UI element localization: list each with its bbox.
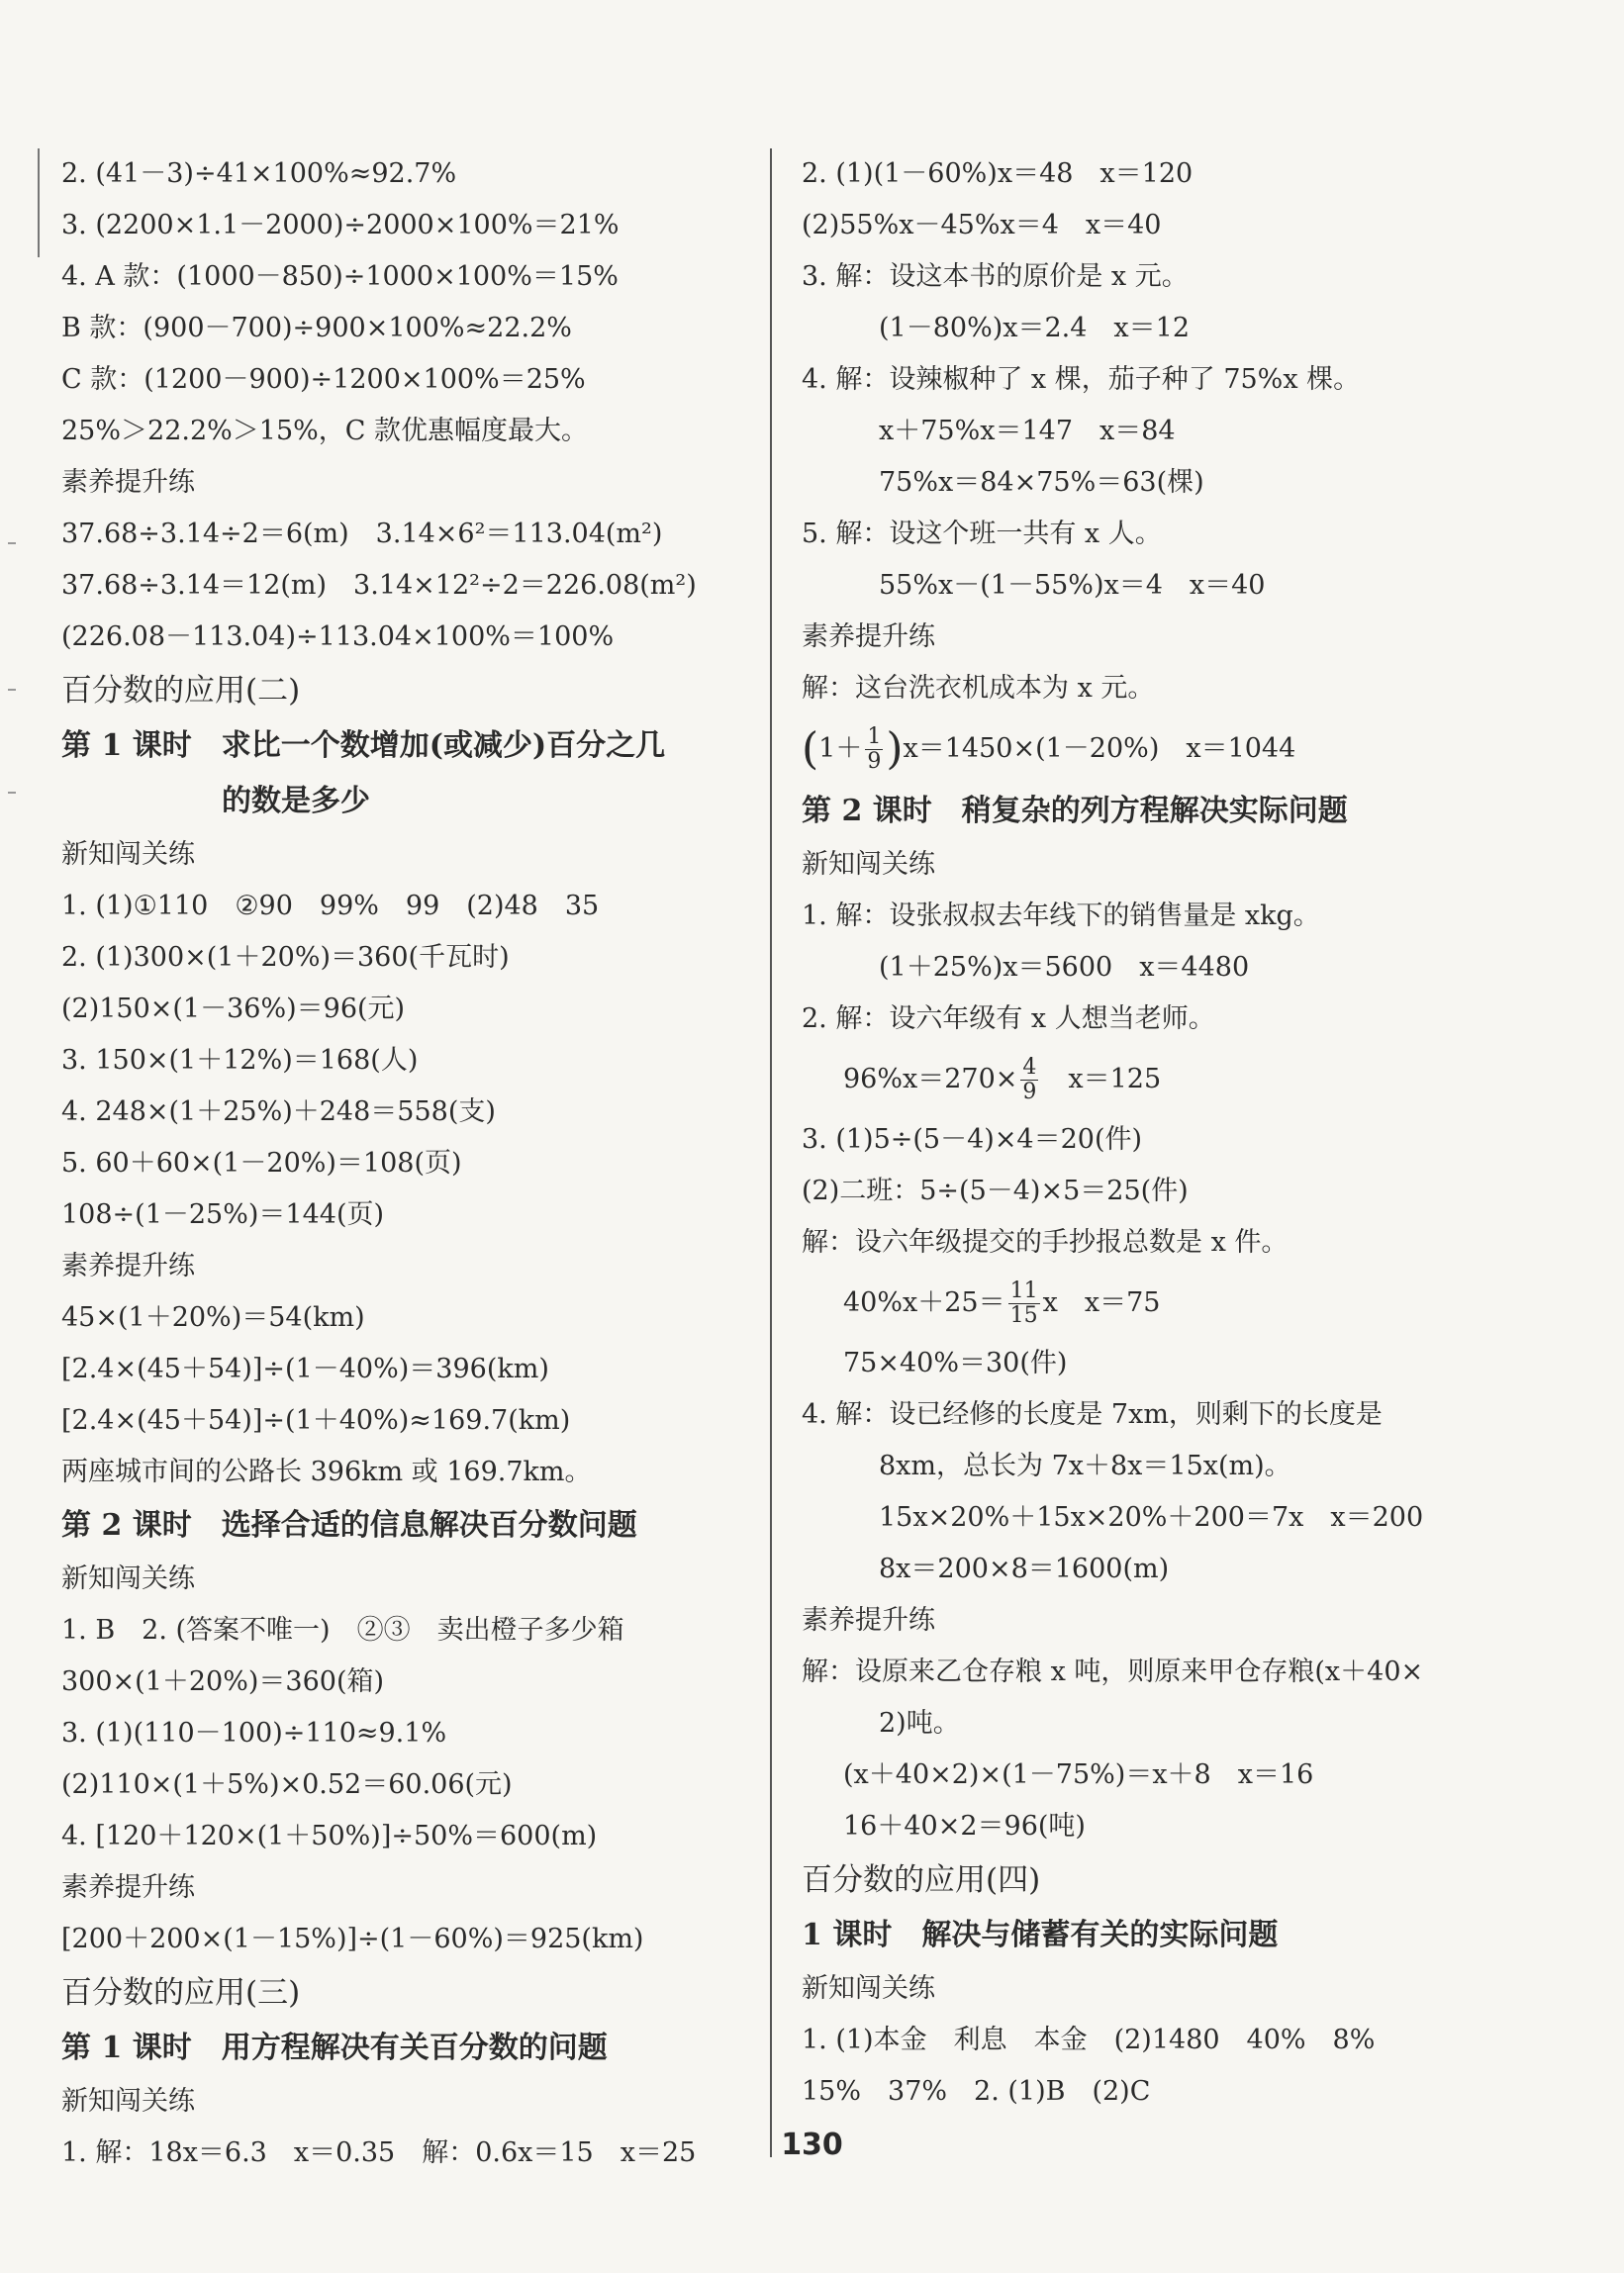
answer-line: 2. (1)(1－60%)x＝48 x＝120: [802, 158, 1194, 189]
lesson-heading: 第 2 课时 稍复杂的列方程解决实际问题: [802, 794, 1348, 828]
answer-text: 40%x＋25＝: [843, 1287, 1005, 1318]
answer-line: 8x＝200×8＝1600(m): [879, 1554, 1170, 1584]
margin-tick: [8, 689, 16, 691]
answer-line: 2. (1)300×(1＋20%)＝360(千瓦时): [61, 942, 510, 973]
answer-line: 2. 解：设六年级有 x 人想当老师。: [802, 1003, 1215, 1034]
answer-line: 2. (41－3)÷41×100%≈92.7%: [61, 158, 457, 189]
exercise-subheading: 素养提升练: [61, 1872, 195, 1903]
lesson-heading: 1 课时 解决与储蓄有关的实际问题: [802, 1918, 1279, 1952]
answer-line: 25%＞22.2%＞15%，C 款优惠幅度最大。: [61, 416, 589, 446]
answer-line: 2)吨。: [879, 1708, 960, 1739]
answer-line: 解：设六年级提交的手抄报总数是 x 件。: [802, 1227, 1289, 1258]
lesson-heading: 第 1 课时 用方程解决有关百分数的问题: [61, 2031, 608, 2065]
fraction: [865, 725, 883, 774]
answer-text: x＝1450×(1－20%) x＝1044: [903, 733, 1296, 764]
answer-line: [2.4×(45＋54)]÷(1＋40%)≈169.7(km): [61, 1405, 571, 1436]
answer-line: 16＋40×2＝96(吨): [843, 1811, 1086, 1842]
right-column: [802, 148, 1494, 2118]
exercise-subheading: 新知闯关练: [61, 2086, 195, 2117]
answer-line-fraction: [802, 1045, 1494, 1114]
exercise-subheading: 新知闯关练: [802, 1973, 935, 2004]
answer-line: 37.68÷3.14＝12(m) 3.14×12²÷2＝226.08(m²): [61, 570, 697, 601]
answer-text: x＝125: [1041, 1064, 1162, 1094]
paren-close: ): [886, 723, 904, 775]
fraction-denominator: 9: [867, 749, 882, 774]
answer-line: 45×(1＋20%)＝54(km): [61, 1302, 365, 1333]
exercise-subheading: 素养提升练: [802, 1605, 935, 1636]
section-heading: 百分数的应用(四): [802, 1862, 1041, 1898]
left-column: [61, 148, 754, 2179]
answer-line: 1. (1)①110 ②90 99% 99 (2)48 35: [61, 891, 600, 921]
margin-rule: [38, 148, 40, 257]
lesson-heading-continued: 的数是多少: [222, 784, 370, 818]
answer-line: 1. B 2. (答案不唯一) ②③ 卖出橙子多少箱: [61, 1615, 624, 1646]
answer-line: (226.08－113.04)÷113.04×100%＝100%: [61, 621, 615, 652]
answer-line: 1. 解：设张叔叔去年线下的销售量是 xkg。: [802, 900, 1320, 931]
exercise-subheading: 新知闯关练: [61, 839, 195, 870]
answer-line: (x＋40×2)×(1－75%)＝x＋8 x＝16: [843, 1759, 1314, 1790]
fraction-numerator: 11: [1009, 1279, 1038, 1303]
answer-line: 15x×20%＋15x×20%＋200＝7x x＝200: [879, 1502, 1424, 1533]
margin-tick: [8, 542, 16, 544]
fraction-denominator: 9: [1022, 1080, 1037, 1104]
exercise-subheading: 新知闯关练: [802, 849, 935, 880]
answer-text: x x＝75: [1042, 1287, 1161, 1318]
answer-line: 37.68÷3.14÷2＝6(m) 3.14×6²＝113.04(m²): [61, 519, 663, 549]
answer-line: 3. (2200×1.1－2000)÷2000×100%＝21%: [61, 210, 620, 240]
answer-line: 15% 37% 2. (1)B (2)C: [802, 2076, 1151, 2107]
answer-line: 两座城市间的公路长 396km 或 169.7km。: [61, 1457, 592, 1487]
answer-line: 解：设原来乙仓存粮 x 吨，则原来甲仓存粮(x＋40×: [802, 1657, 1424, 1687]
answer-line: (2)110×(1＋5%)×0.52＝60.06(元): [61, 1769, 513, 1800]
answer-line: 解：这台洗衣机成本为 x 元。: [802, 673, 1155, 704]
column-divider: [770, 148, 772, 2157]
answer-line: 4. A 款：(1000－850)÷1000×100%＝15%: [61, 261, 619, 292]
lesson-heading: 第 2 课时 选择合适的信息解决百分数问题: [61, 1508, 637, 1543]
answer-line: (2)150×(1－36%)＝96(元): [61, 994, 406, 1024]
exercise-subheading: 素养提升练: [802, 621, 935, 652]
answer-line: 3. 解：设这本书的原价是 x 元。: [802, 261, 1189, 292]
fraction-numerator: 4: [1022, 1055, 1037, 1080]
answer-line: 4. 解：设已经修的长度是 7xm，则剩下的长度是: [802, 1399, 1383, 1430]
answer-text: 1＋: [818, 733, 863, 764]
answer-text: 96%x＝270×: [843, 1064, 1018, 1094]
fraction: [1020, 1056, 1038, 1104]
answer-line: 300×(1＋20%)＝360(箱): [61, 1666, 385, 1697]
answer-line: (1－80%)x＝2.4 x＝12: [879, 313, 1191, 343]
paren-open: (: [802, 723, 819, 775]
answer-line: 3. (1)(110－100)÷110≈9.1%: [61, 1718, 447, 1749]
answer-line: 55%x－(1－55%)x＝4 x＝40: [879, 570, 1266, 601]
answer-line: 4. 248×(1＋25%)＋248＝558(支): [61, 1096, 496, 1127]
answer-line: 3. (1)5÷(5－4)×4＝20(件): [802, 1124, 1143, 1155]
answer-line: 75×40%＝30(件): [843, 1348, 1068, 1378]
answer-line-fraction: [802, 1269, 1494, 1338]
answer-line: [200＋200×(1－15%)]÷(1－60%)＝925(km): [61, 1924, 644, 1954]
answer-line: 1. 解：18x＝6.3 x＝0.35 解：0.6x＝15 x＝25: [61, 2137, 697, 2168]
answer-line: x＋75%x＝147 x＝84: [879, 416, 1176, 446]
answer-line-fraction: [802, 714, 1494, 784]
answer-line: 75%x＝84×75%＝63(棵): [879, 467, 1204, 498]
fraction-denominator: 15: [1009, 1303, 1038, 1328]
margin-tick: [8, 792, 16, 794]
exercise-subheading: 素养提升练: [61, 467, 195, 498]
answer-line: 4. 解：设辣椒种了 x 棵，茄子种了 75%x 棵。: [802, 364, 1361, 395]
answer-line: 5. 解：设这个班一共有 x 人。: [802, 519, 1162, 549]
fraction-numerator: 1: [867, 724, 882, 749]
answer-line: 3. 150×(1＋12%)＝168(人): [61, 1045, 419, 1076]
section-heading: 百分数的应用(二): [61, 673, 301, 709]
exercise-subheading: 新知闯关练: [61, 1563, 195, 1594]
answer-line: C 款：(1200－900)÷1200×100%＝25%: [61, 364, 586, 395]
answer-line: 108÷(1－25%)＝144(页): [61, 1199, 385, 1230]
section-heading: 百分数的应用(三): [61, 1975, 301, 2011]
answer-line: 4. [120＋120×(1＋50%)]÷50%＝600(m): [61, 1821, 598, 1851]
answer-line: B 款：(900－700)÷900×100%≈22.2%: [61, 313, 572, 343]
answer-line: (2)二班：5÷(5－4)×5＝25(件): [802, 1176, 1189, 1206]
fraction: [1008, 1279, 1040, 1328]
answer-line: 8xm，总长为 7x＋8x＝15x(m)。: [879, 1451, 1291, 1481]
answer-line: 1. (1)本金 利息 本金 (2)1480 40% 8%: [802, 2025, 1376, 2055]
answer-line: 5. 60＋60×(1－20%)＝108(页): [61, 1148, 462, 1179]
lesson-heading: 第 1 课时 求比一个数增加(或减少)百分之几: [61, 728, 666, 763]
page-number: 130: [781, 2128, 843, 2162]
exercise-subheading: 素养提升练: [61, 1251, 195, 1281]
answer-line: (1＋25%)x＝5600 x＝4480: [879, 952, 1250, 983]
answer-line: (2)55%x－45%x＝4 x＝40: [802, 210, 1162, 240]
answer-line: [2.4×(45＋54)]÷(1－40%)＝396(km): [61, 1354, 549, 1384]
